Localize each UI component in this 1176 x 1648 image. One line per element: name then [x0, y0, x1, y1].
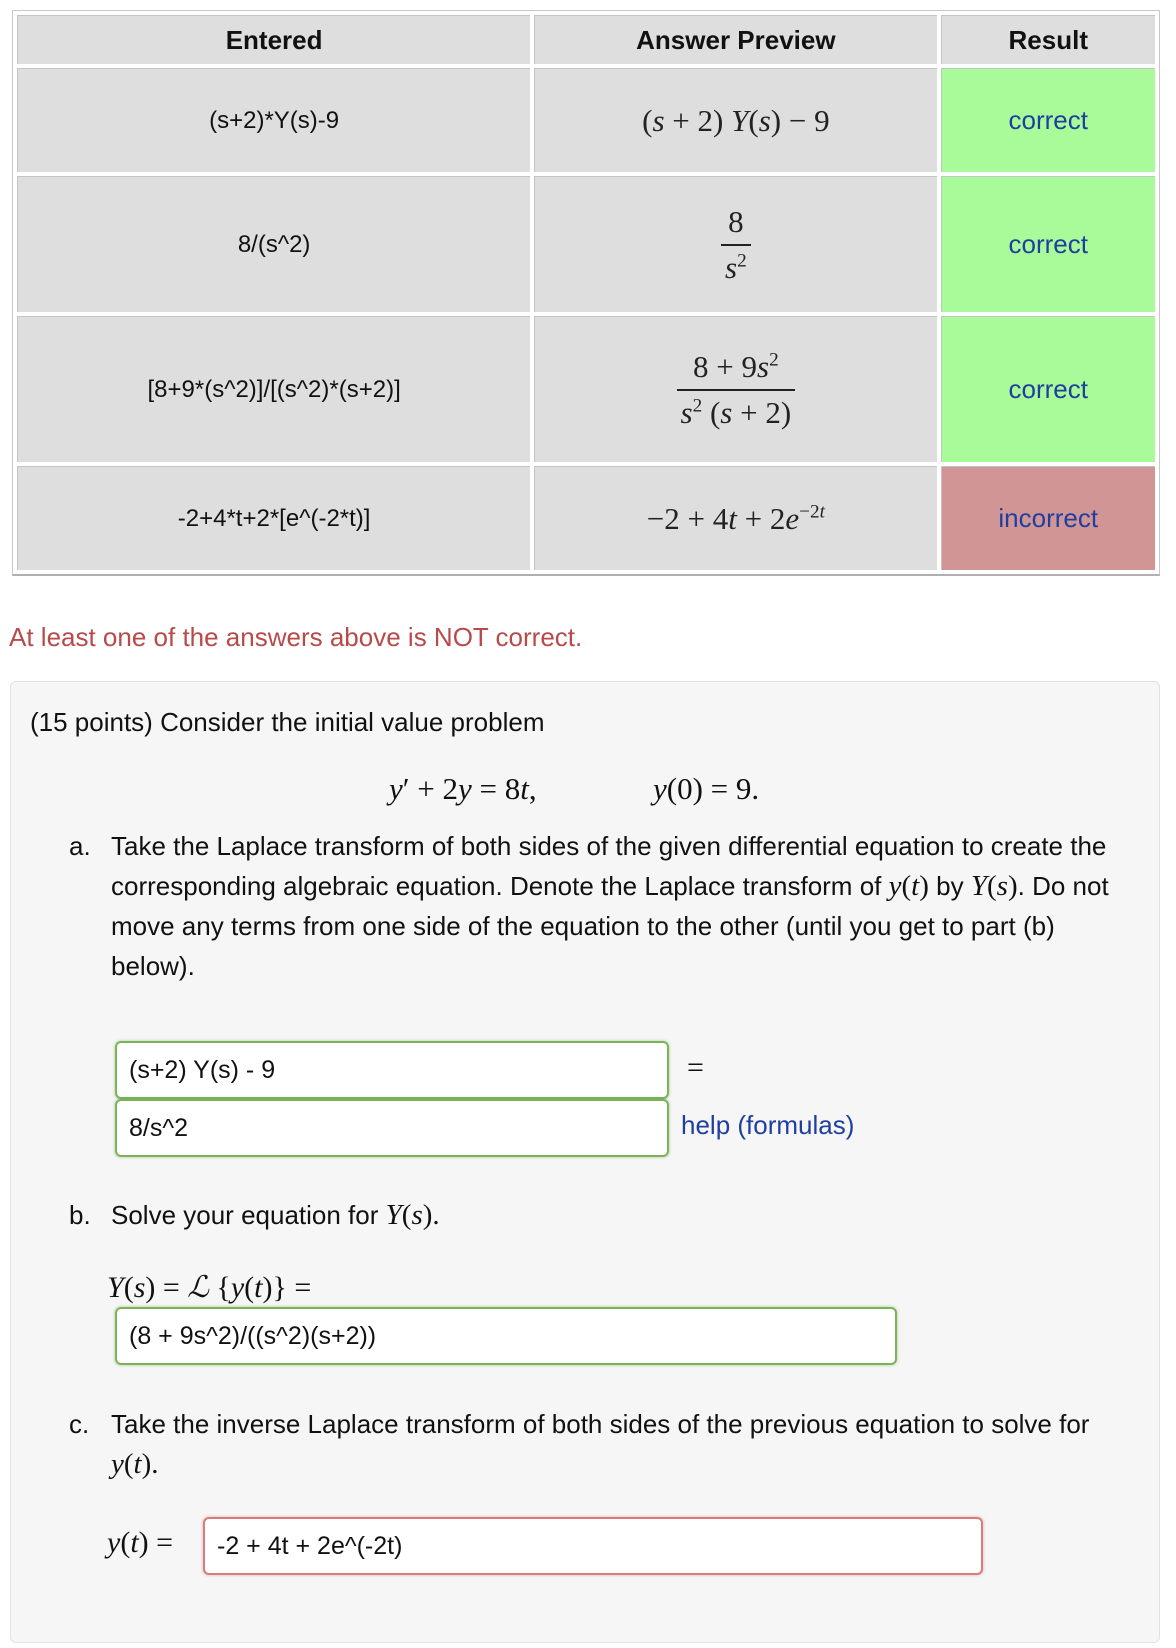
header-entered: Entered [17, 15, 530, 64]
differential-equation: y′ + 2y = 8t, [389, 771, 537, 806]
entered-cell: [8+9*(s^2)]/[(s^2)*(s+2)] [17, 316, 530, 462]
table-row [17, 68, 1155, 172]
entered-cell: -2+4*t+2*[e^(-2*t)] [17, 466, 530, 570]
result-cell-correct: correct [941, 316, 1156, 462]
result-cell-incorrect: incorrect [941, 466, 1156, 570]
part-c-marker: c. [69, 1409, 90, 1439]
table-row [17, 316, 1155, 462]
part-b-text: Solve your equation for [111, 1200, 379, 1230]
Y-of-s-symbol: Y(s) [970, 870, 1018, 902]
answer-preview-cell [534, 176, 936, 312]
part-b-input[interactable] [115, 1307, 897, 1365]
answer-preview-cell: $-2 + 4t + 2e^{-2t}$ [534, 466, 936, 570]
part-a-text-1: Take the Laplace transform of both sides of the given differential equation to create the corresponding algebraic equation. Denote the Laplace transform of [111, 831, 1107, 901]
table-row [17, 176, 1155, 312]
header-result: Result [941, 15, 1156, 64]
part-a-marker: a. [69, 831, 91, 861]
part-a-text-3: . Do not move any terms from one side of the equation to the other (until you get to part (b) below). [111, 871, 1109, 981]
answer-preview-cell: (s + 2) Y(s) − 9 [534, 68, 936, 172]
status-message: At least one of the answers above is NOT correct. [9, 622, 583, 652]
y-of-t-label: y(t) = [107, 1526, 174, 1559]
problem-intro: (15 points) Consider the initial value problem [30, 707, 545, 737]
results-table [12, 10, 1160, 576]
initial-condition: y(0) = 9. [653, 771, 760, 806]
part-c-input[interactable] [203, 1517, 983, 1575]
Y-of-s-symbol: Y(s). [385, 1199, 440, 1231]
laplace-label: Y(s) = ℒ {y(t)} = [107, 1271, 312, 1304]
table-header-row [17, 15, 1155, 64]
help-formulas-link[interactable]: help (formulas) [681, 1110, 855, 1140]
part-a-instructions: Take the Laplace transform of both sides of the given differential equation to create the corresponding algebraic equation. Denote the Laplace transform of y(t) by Y(s). Do not move any terms from one side of the equation to the other (until you get to part (b) below). [111, 831, 1109, 981]
result-cell-correct: correct [941, 68, 1156, 172]
problem-panel [10, 681, 1160, 1643]
fraction: $\frac{8 + 9s^2}{s^2 (s + 2)}$ [677, 349, 796, 431]
part-a-right-input[interactable] [115, 1099, 669, 1157]
entered-cell: 8/(s^2) [17, 176, 530, 312]
part-c-instructions [111, 1404, 1141, 1484]
part-b-marker: b. [69, 1200, 91, 1230]
part-b-instructions [111, 1195, 440, 1235]
fraction: $\frac{8}{s^2}$ [721, 204, 751, 286]
part-c-text-1: Take the inverse Laplace transform of both sides of the previous equation to solve for [111, 1409, 1090, 1439]
entered-cell: (s+2)*Y(s)-9 [17, 68, 530, 172]
result-cell-correct: correct [941, 176, 1156, 312]
table-row [17, 466, 1155, 570]
header-answer-preview: Answer Preview [534, 15, 936, 64]
y-of-t-symbol: y [888, 870, 902, 902]
part-a-left-input[interactable] [115, 1041, 669, 1099]
answer-preview-cell [534, 316, 936, 462]
part-a-text-2: by [936, 871, 964, 901]
y-of-t-symbol: y(t). [111, 1448, 159, 1480]
equals-sign: = [687, 1051, 704, 1084]
